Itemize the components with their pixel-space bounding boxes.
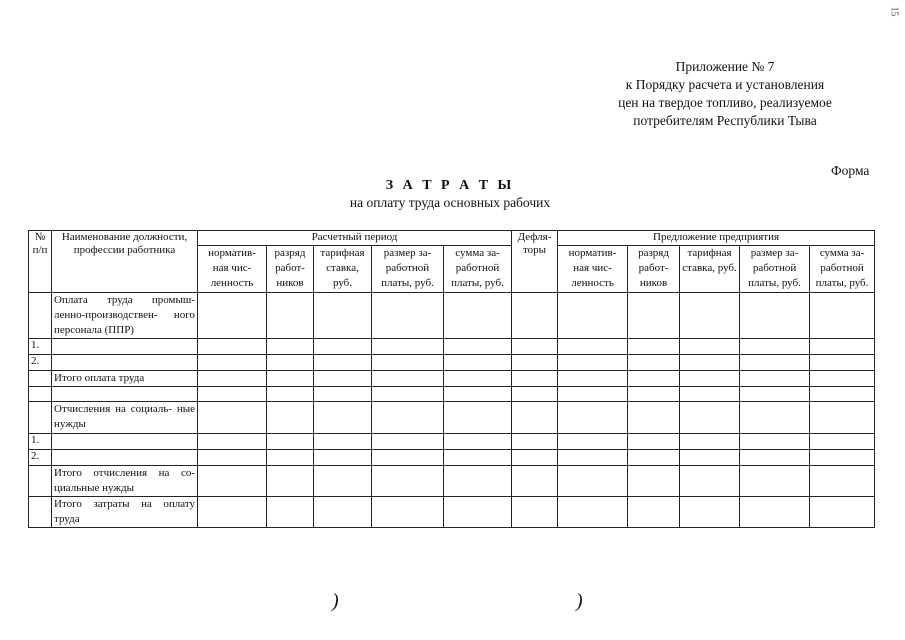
header-prop-grade: разряд работ- ников	[628, 246, 680, 293]
value-cell	[267, 293, 314, 339]
appendix-line-2: к Порядку расчета и установления	[625, 77, 825, 92]
value-cell	[628, 293, 680, 339]
value-cell	[512, 402, 558, 434]
value-cell	[628, 450, 680, 466]
value-cell	[314, 466, 372, 497]
document-subtitle: на оплату труда основных рабочих	[349, 195, 551, 210]
value-cell	[372, 355, 444, 371]
row-number-cell	[29, 293, 52, 339]
row-name-cell: Итого отчисления на со- циальные нужды	[52, 466, 198, 497]
value-cell	[740, 371, 810, 387]
value-cell	[740, 355, 810, 371]
value-cell	[512, 387, 558, 402]
table-row	[29, 355, 875, 371]
value-cell	[680, 355, 740, 371]
value-cell	[810, 293, 875, 339]
form-label: Форма	[831, 163, 870, 178]
row-number-cell: 1.	[29, 434, 52, 450]
value-cell	[198, 450, 267, 466]
value-cell	[198, 293, 267, 339]
costs-table	[28, 230, 875, 528]
value-cell	[810, 402, 875, 434]
value-cell	[267, 497, 314, 528]
value-cell	[680, 497, 740, 528]
row-number-cell: 2.	[29, 450, 52, 466]
value-cell	[558, 371, 628, 387]
row-name-cell: Итого затраты на оплату труда	[52, 497, 198, 528]
value-cell	[444, 466, 512, 497]
value-cell	[372, 497, 444, 528]
value-cell	[810, 371, 875, 387]
value-cell	[740, 434, 810, 450]
row-number-cell	[29, 466, 52, 497]
value-cell	[810, 466, 875, 497]
row-number-cell	[29, 371, 52, 387]
header-deflators: Дефля- торы	[512, 231, 558, 293]
value-cell	[267, 355, 314, 371]
header-prop-headcount: норматив- ная чис- ленность	[558, 246, 628, 293]
page-number-mark: 15	[888, 6, 900, 17]
value-cell	[628, 339, 680, 355]
header-calc-tariff: тарифная ставка, руб.	[314, 246, 372, 293]
value-cell	[740, 466, 810, 497]
value-cell	[558, 434, 628, 450]
value-cell	[628, 402, 680, 434]
value-cell	[267, 387, 314, 402]
value-cell	[628, 371, 680, 387]
table-row	[29, 497, 875, 528]
appendix-line-3: цен на твердое топливо, реализуемое	[618, 95, 832, 110]
value-cell	[810, 450, 875, 466]
header-calc-wage-size: размер за- работной платы, руб.	[372, 246, 444, 293]
value-cell	[680, 402, 740, 434]
header-prop-wage-sum: сумма за- работной платы, руб.	[810, 246, 875, 293]
value-cell	[372, 339, 444, 355]
row-number-cell: 2.	[29, 355, 52, 371]
value-cell	[512, 466, 558, 497]
value-cell	[628, 355, 680, 371]
value-cell	[740, 497, 810, 528]
row-name-cell	[52, 339, 198, 355]
value-cell	[558, 339, 628, 355]
value-cell	[810, 387, 875, 402]
table-row	[29, 371, 875, 387]
row-number-cell	[29, 402, 52, 434]
table-row	[29, 450, 875, 466]
value-cell	[372, 387, 444, 402]
value-cell	[512, 371, 558, 387]
value-cell	[810, 497, 875, 528]
row-number-cell	[29, 497, 52, 528]
appendix-line-1: Приложение № 7	[675, 59, 775, 74]
value-cell	[372, 466, 444, 497]
value-cell	[512, 434, 558, 450]
row-name-cell	[52, 355, 198, 371]
value-cell	[372, 450, 444, 466]
row-name-cell	[52, 434, 198, 450]
value-cell	[680, 387, 740, 402]
value-cell	[558, 497, 628, 528]
value-cell	[444, 450, 512, 466]
value-cell	[444, 434, 512, 450]
value-cell	[740, 402, 810, 434]
value-cell	[628, 497, 680, 528]
header-calc-wage-sum: сумма за- работной платы, руб.	[444, 246, 512, 293]
value-cell	[267, 450, 314, 466]
value-cell	[444, 402, 512, 434]
value-cell	[314, 339, 372, 355]
value-cell	[512, 293, 558, 339]
value-cell	[198, 497, 267, 528]
value-cell	[810, 355, 875, 371]
header-position-name: Наименование должности, профессии работника	[52, 231, 198, 293]
value-cell	[558, 450, 628, 466]
value-cell	[740, 293, 810, 339]
value-cell	[740, 450, 810, 466]
value-cell	[314, 293, 372, 339]
value-cell	[267, 371, 314, 387]
value-cell	[314, 497, 372, 528]
value-cell	[314, 402, 372, 434]
value-cell	[512, 497, 558, 528]
value-cell	[810, 339, 875, 355]
value-cell	[444, 355, 512, 371]
value-cell	[680, 466, 740, 497]
value-cell	[314, 450, 372, 466]
value-cell	[198, 339, 267, 355]
value-cell	[740, 339, 810, 355]
value-cell	[628, 434, 680, 450]
row-name-cell: Отчисления на социаль- ные нужды	[52, 402, 198, 434]
value-cell	[198, 371, 267, 387]
value-cell	[267, 434, 314, 450]
value-cell	[198, 402, 267, 434]
row-name-cell	[52, 387, 198, 402]
value-cell	[267, 466, 314, 497]
header-calc-grade: разряд работ- ников	[267, 246, 314, 293]
value-cell	[558, 466, 628, 497]
value-cell	[680, 371, 740, 387]
header-calculation-period: Расчетный период	[198, 231, 512, 246]
value-cell	[444, 387, 512, 402]
appendix-header	[590, 58, 860, 130]
value-cell	[680, 293, 740, 339]
table-row	[29, 466, 875, 497]
table-row	[29, 402, 875, 434]
table-row	[29, 387, 875, 402]
row-name-cell: Итого оплата труда	[52, 371, 198, 387]
table-row	[29, 293, 875, 339]
value-cell	[267, 402, 314, 434]
value-cell	[198, 355, 267, 371]
value-cell	[680, 339, 740, 355]
header-enterprise-proposal: Предложение предприятия	[558, 231, 875, 246]
header-prop-wage-size: размер за- работной платы, руб.	[740, 246, 810, 293]
value-cell	[558, 355, 628, 371]
value-cell	[372, 293, 444, 339]
value-cell	[198, 466, 267, 497]
margin-mark: )	[332, 590, 339, 612]
value-cell	[558, 387, 628, 402]
value-cell	[267, 339, 314, 355]
value-cell	[198, 434, 267, 450]
value-cell	[314, 371, 372, 387]
header-calc-headcount: норматив- ная чис- ленность	[198, 246, 267, 293]
value-cell	[444, 293, 512, 339]
value-cell	[558, 402, 628, 434]
value-cell	[680, 450, 740, 466]
header-prop-tariff: тарифная ставка, руб.	[680, 246, 740, 293]
value-cell	[628, 387, 680, 402]
value-cell	[444, 371, 512, 387]
value-cell	[558, 293, 628, 339]
value-cell	[198, 387, 267, 402]
value-cell	[444, 339, 512, 355]
row-name-cell	[52, 450, 198, 466]
value-cell	[372, 402, 444, 434]
value-cell	[680, 434, 740, 450]
value-cell	[314, 434, 372, 450]
value-cell	[314, 387, 372, 402]
row-number-cell: 1.	[29, 339, 52, 355]
value-cell	[372, 434, 444, 450]
header-row-number: № п/п	[29, 231, 52, 293]
value-cell	[512, 355, 558, 371]
value-cell	[512, 450, 558, 466]
appendix-line-4: потребителям Республики Тыва	[633, 113, 817, 128]
value-cell	[314, 355, 372, 371]
value-cell	[372, 371, 444, 387]
document-title: З А Т Р А Т Ы	[385, 178, 515, 193]
table-row	[29, 434, 875, 450]
margin-mark: )	[576, 590, 583, 612]
value-cell	[740, 387, 810, 402]
value-cell	[512, 339, 558, 355]
row-number-cell	[29, 387, 52, 402]
row-name-cell: Оплата труда промыш- ленно-производствен- ного персонала (ППР)	[52, 293, 198, 339]
value-cell	[444, 497, 512, 528]
value-cell	[810, 434, 875, 450]
value-cell	[628, 466, 680, 497]
table-row	[29, 339, 875, 355]
